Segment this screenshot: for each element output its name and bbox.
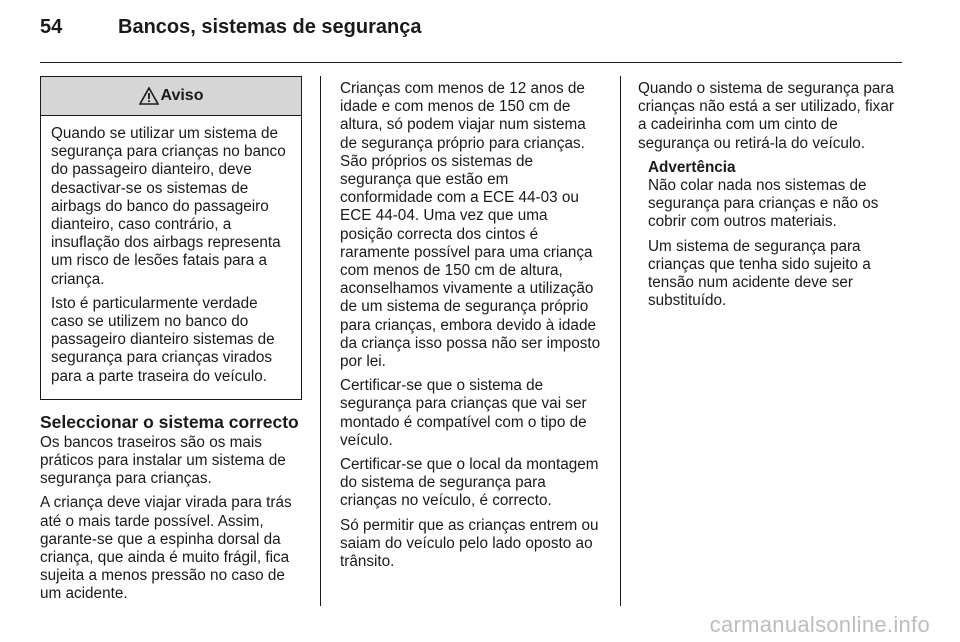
caution-paragraph: Não colar nada nos sistemas de segurança para crianças e não os cobrir com outros materiais. xyxy=(648,177,879,231)
body-paragraph: Certificar-se que o local da montagem do sistema de segurança para crianças no veículo, é correcto. xyxy=(340,456,599,510)
caution-note xyxy=(648,159,904,311)
column-1 xyxy=(40,76,302,610)
page-number: 54 xyxy=(40,16,63,38)
body-paragraph: Crianças com menos de 12 anos de idade e com menos de 150 cm de altura, só podem viajar num sistema de segurança próprio para crianças. São próprios os sistemas de segurança que estão em conformidade com a ECE 44-03 ou ECE 44-04. Uma vez que uma posição correcta dos cintos é raramente possível para uma criança com menos de 150 cm de altura, aconselhamos vivamente a utilização de um sistema de segurança próprio para crianças, embora devido à idade da criança isso possa não ser imposto por lei. xyxy=(340,80,601,371)
section-paragraph: A criança deve viajar virada para trás até o mais tarde possível. Assim, garante-se que a espinha dorsal da criança, que ainda é muito frágil, fica sujeita a menos pressão no caso de um acidente. xyxy=(40,494,292,603)
column-divider-1 xyxy=(320,76,321,606)
header-rule xyxy=(40,62,902,63)
column-3 xyxy=(638,80,904,316)
warning-triangle-icon xyxy=(139,87,159,105)
warning-header xyxy=(41,77,301,116)
caution-title: Advertência xyxy=(648,158,736,176)
warning-paragraph: Isto é particularmente verdade caso se utilizem no banco do passageiro dianteiro sistemas de segurança para crianças virados para a parte traseira do veículo. xyxy=(51,294,275,385)
body-paragraph: Quando o sistema de segurança para crianças não está a ser utilizado, fixar a cadeirinha com um cinto de segurança ou retirá-la do veículo. xyxy=(638,80,894,152)
warning-box xyxy=(40,76,302,400)
page-title: Bancos, sistemas de segurança xyxy=(118,16,422,38)
section-paragraph: Os bancos traseiros são os mais práticos para instalar um sistema de segurança para crianças. xyxy=(40,433,286,488)
page-header xyxy=(0,0,960,62)
section-title: Seleccionar o sistema correcto xyxy=(40,411,299,432)
body-paragraph: Só permitir que as crianças entrem ou saiam do veículo pelo lado oposto ao trânsito. xyxy=(340,516,599,571)
warning-body xyxy=(41,116,301,399)
warning-paragraph: Quando se utilizar um sistema de segurança para crianças no banco do passageiro dianteiro, deve desactivar-se os sistemas de airbags do banco do passageiro dianteiro, caso contrário, a insuflação dos airbags representa um risco de lesões fatais para a criança. xyxy=(51,125,286,288)
body-paragraph: Certificar-se que o sistema de segurança para crianças que vai ser montado é compatível com o tipo de veículo. xyxy=(340,377,587,449)
warning-title: Aviso xyxy=(160,86,204,104)
watermark: carmanualsonline.info xyxy=(709,612,930,637)
column-divider-2 xyxy=(620,76,621,606)
caution-paragraph: Um sistema de segurança para crianças que tenha sido sujeito a tensão num acidente deve ser substituído. xyxy=(648,237,871,310)
column-2 xyxy=(340,80,604,577)
